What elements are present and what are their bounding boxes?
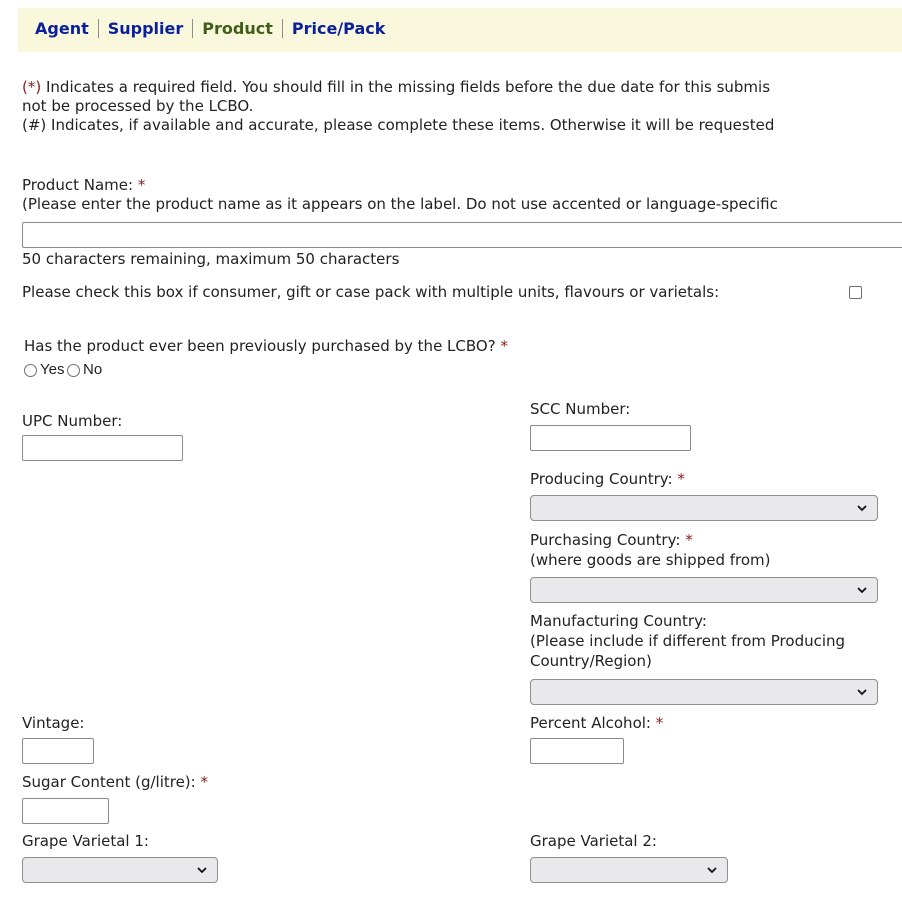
tab-supplier[interactable]: Supplier (107, 19, 184, 38)
previously-purchased-no-radio[interactable] (67, 364, 80, 377)
manufacturing-country-select[interactable] (530, 679, 878, 705)
percent-alcohol-label: Percent Alcohol: * (530, 714, 664, 732)
tab-divider (192, 19, 193, 38)
grape-varietal-2-select[interactable] (530, 857, 728, 883)
required-asterisk: * (677, 470, 685, 488)
grape-varietal-1-select[interactable] (22, 857, 218, 883)
scc-input[interactable] (530, 425, 691, 451)
chevron-down-icon (856, 584, 868, 596)
manufacturing-country-label: Manufacturing Country: (530, 612, 707, 630)
chevron-down-icon (196, 864, 208, 876)
manufacturing-country-hint: (Please include if different from Producing (530, 632, 846, 650)
vintage-label: Vintage: (22, 714, 85, 732)
chevron-down-icon (856, 686, 868, 698)
scc-label: SCC Number: (530, 400, 631, 418)
multipack-checkbox[interactable] (849, 286, 862, 299)
previously-purchased-yes-label[interactable]: Yes (40, 361, 65, 378)
required-asterisk: * (500, 337, 508, 355)
previously-purchased-yes-radio[interactable] (24, 364, 37, 377)
upc-input[interactable] (22, 435, 183, 461)
percent-alcohol-input[interactable] (530, 738, 624, 764)
upc-label: UPC Number: (22, 412, 123, 430)
product-name-label: Product Name: * (22, 176, 146, 194)
chevron-down-icon (856, 502, 868, 514)
previously-purchased-question: Has the product ever been previously purchased by the LCBO? * (24, 337, 508, 355)
tab-list (35, 19, 385, 38)
optional-notice: (#) Indicates, if available and accurate, please complete these items. Otherwise it will be requested (22, 116, 775, 134)
vintage-input[interactable] (22, 738, 94, 764)
sugar-content-label: Sugar Content (g/litre): * (22, 773, 208, 791)
tab-agent[interactable]: Agent (35, 19, 89, 38)
grape-varietal-2-label: Grape Varietal 2: (530, 832, 657, 850)
producing-country-label: Producing Country: * (530, 470, 685, 488)
tab-bar (18, 8, 902, 52)
tab-divider (282, 19, 283, 38)
chevron-down-icon (706, 864, 718, 876)
tab-product[interactable]: Product (202, 19, 273, 38)
required-asterisk: * (200, 773, 208, 791)
required-marker: (*) (22, 78, 42, 96)
sugar-content-input[interactable] (22, 798, 109, 824)
previously-purchased-no-label[interactable]: No (83, 361, 103, 378)
purchasing-country-label: Purchasing Country: * (530, 531, 693, 549)
required-asterisk: * (655, 714, 664, 732)
required-asterisk: * (685, 531, 693, 549)
manufacturing-country-hint-continued: Country/Region) (530, 652, 652, 670)
required-notice (22, 78, 770, 96)
tab-divider (98, 19, 99, 38)
required-asterisk: * (137, 176, 146, 194)
purchasing-country-select[interactable] (530, 577, 878, 603)
required-notice-continued: not be processed by the LCBO. (22, 97, 254, 115)
tab-price-pack[interactable]: Price/Pack (291, 19, 386, 38)
grape-varietal-1-label: Grape Varietal 1: (22, 832, 149, 850)
multipack-label: Please check this box if consumer, gift or case pack with multiple units, flavours or varietals: (22, 283, 720, 301)
product-name-counter: 50 characters remaining, maximum 50 characters (22, 250, 400, 268)
producing-country-select[interactable] (530, 495, 878, 521)
required-notice-text: Indicates a required field. You should fill in the missing fields before the due date for this submis (41, 78, 771, 96)
product-name-input[interactable] (22, 222, 902, 248)
purchasing-country-hint: (where goods are shipped from) (530, 551, 771, 569)
product-name-hint: (Please enter the product name as it appears on the label. Do not use accented or language-specific (22, 195, 778, 213)
